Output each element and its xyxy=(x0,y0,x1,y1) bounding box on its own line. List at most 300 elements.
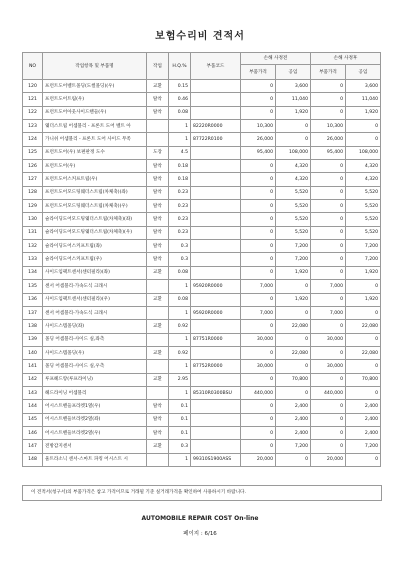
row-work-item: 센서 어셈블리-가속도식 크래시 xyxy=(43,280,147,293)
row-pre-labor: 0 xyxy=(276,306,311,319)
row-work: 탈착 xyxy=(147,213,169,226)
row-no: 123 xyxy=(23,120,43,133)
table-row xyxy=(23,186,381,199)
row-no: 143 xyxy=(23,386,43,399)
row-no: 146 xyxy=(23,426,43,439)
row-pre-parts-price: 0 xyxy=(241,426,276,439)
row-pre-labor: 5,520 xyxy=(276,226,311,239)
row-post-labor: 7,200 xyxy=(346,253,381,266)
row-work-item: 프런트도어벨트몰딩(도썰몰딩)(우) xyxy=(43,80,147,93)
row-post-parts-price: 0 xyxy=(311,373,346,386)
row-hq: 0.18 xyxy=(169,173,191,186)
row-part-code xyxy=(191,426,241,439)
row-pre-parts-price: 7,000 xyxy=(241,306,276,319)
header-post-labor: 공임 xyxy=(346,65,381,80)
row-part-code: 95920R0000 xyxy=(191,306,241,319)
table-row xyxy=(23,160,381,173)
row-work xyxy=(147,360,169,373)
row-post-labor: 7,200 xyxy=(346,240,381,253)
row-post-labor: 0 xyxy=(346,280,381,293)
row-pre-labor: 0 xyxy=(276,280,311,293)
row-post-labor: 2,400 xyxy=(346,413,381,426)
row-pre-parts-price: 95,400 xyxy=(241,146,276,159)
row-post-parts-price: 0 xyxy=(311,160,346,173)
row-part-code xyxy=(191,173,241,186)
row-pre-labor: 11,040 xyxy=(276,93,311,106)
row-part-code xyxy=(191,413,241,426)
row-pre-parts-price: 0 xyxy=(241,440,276,453)
row-work: 탈착 xyxy=(147,413,169,426)
header-work-item: 작업항목 및 부품명 xyxy=(43,53,147,80)
header-work: 작업 xyxy=(147,53,169,80)
row-post-parts-price: 0 xyxy=(311,253,346,266)
row-post-labor: 7,200 xyxy=(346,440,381,453)
row-work: 탈착 xyxy=(147,186,169,199)
row-work-item: 몰딩 어셈블리-사이드 실,좌측 xyxy=(43,333,147,346)
row-post-parts-price: 0 xyxy=(311,346,346,359)
row-hq: 0.08 xyxy=(169,266,191,279)
row-post-parts-price: 0 xyxy=(311,413,346,426)
row-hq: 0.1 xyxy=(169,400,191,413)
row-pre-labor: 1,920 xyxy=(276,293,311,306)
row-hq: 1 xyxy=(169,120,191,133)
row-work-item: 사이드임팩트센서(센터필라)(좌) xyxy=(43,266,147,279)
row-hq: 0.08 xyxy=(169,106,191,119)
row-work-item: 어시스트핸들브라켓2열(좌) xyxy=(43,413,147,426)
row-pre-labor: 1,920 xyxy=(276,106,311,119)
table-row xyxy=(23,266,381,279)
row-part-code: 87752R0000 xyxy=(191,360,241,373)
row-part-code xyxy=(191,226,241,239)
row-pre-labor: 5,520 xyxy=(276,186,311,199)
row-post-labor: 5,520 xyxy=(346,226,381,239)
header-part-code: 부품코드 xyxy=(191,53,241,80)
row-post-parts-price: 95,400 xyxy=(311,146,346,159)
row-hq: 1 xyxy=(169,453,191,466)
row-no: 125 xyxy=(23,146,43,159)
row-pre-labor: 22,080 xyxy=(276,346,311,359)
row-no: 137 xyxy=(23,306,43,319)
row-pre-labor: 4,320 xyxy=(276,173,311,186)
row-pre-labor: 7,200 xyxy=(276,253,311,266)
table-row xyxy=(23,213,381,226)
table-row xyxy=(23,453,381,466)
header-pre-labor: 공임 xyxy=(276,65,311,80)
row-post-labor: 0 xyxy=(346,453,381,466)
row-pre-labor: 22,080 xyxy=(276,320,311,333)
row-work xyxy=(147,120,169,133)
row-pre-labor: 108,000 xyxy=(276,146,311,159)
row-part-code: 95920R0000 xyxy=(191,280,241,293)
row-post-parts-price: 0 xyxy=(311,426,346,439)
row-pre-labor: 5,520 xyxy=(276,200,311,213)
estimate-rows xyxy=(23,80,381,467)
row-hq: 1 xyxy=(169,133,191,146)
row-part-code: 99310S1900ASS xyxy=(191,453,241,466)
row-work xyxy=(147,386,169,399)
row-pre-labor: 5,520 xyxy=(276,213,311,226)
row-no: 138 xyxy=(23,320,43,333)
row-pre-labor: 0 xyxy=(276,453,311,466)
row-no: 122 xyxy=(23,106,43,119)
row-hq: 0.92 xyxy=(169,320,191,333)
header-hq: H.Q.% xyxy=(169,53,191,80)
row-hq: 0.18 xyxy=(169,160,191,173)
table-row xyxy=(23,386,381,399)
row-work: 교환 xyxy=(147,293,169,306)
row-work-item: 프런트도어(우) 보편판정 도수 xyxy=(43,146,147,159)
row-post-parts-price: 0 xyxy=(311,173,346,186)
table-row xyxy=(23,120,381,133)
row-part-code xyxy=(191,373,241,386)
row-work: 교환 xyxy=(147,320,169,333)
row-work: 탈착 xyxy=(147,200,169,213)
table-row xyxy=(23,440,381,453)
row-hq: 1 xyxy=(169,360,191,373)
row-post-parts-price: 0 xyxy=(311,186,346,199)
row-pre-parts-price: 0 xyxy=(241,200,276,213)
table-row xyxy=(23,293,381,306)
row-pre-labor: 3,600 xyxy=(276,80,311,93)
row-post-labor: 5,520 xyxy=(346,213,381,226)
row-part-code xyxy=(191,293,241,306)
row-pre-labor: 1,920 xyxy=(276,266,311,279)
row-pre-labor: 7,200 xyxy=(276,440,311,453)
row-post-labor: 0 xyxy=(346,306,381,319)
row-part-code xyxy=(191,186,241,199)
row-pre-parts-price: 7,000 xyxy=(241,280,276,293)
row-hq: 0.3 xyxy=(169,253,191,266)
row-work-item: 프런트도어아웃사이드핸들(우) xyxy=(43,106,147,119)
row-pre-labor: 2,400 xyxy=(276,400,311,413)
row-no: 130 xyxy=(23,213,43,226)
row-post-labor: 0 xyxy=(346,386,381,399)
row-pre-parts-price: 0 xyxy=(241,320,276,333)
row-pre-parts-price: 0 xyxy=(241,240,276,253)
table-row xyxy=(23,360,381,373)
row-pre-labor: 4,320 xyxy=(276,160,311,173)
row-work: 탈착 xyxy=(147,226,169,239)
row-work: 교환 xyxy=(147,266,169,279)
table-row xyxy=(23,226,381,239)
row-work: 탈착 xyxy=(147,253,169,266)
table-row xyxy=(23,333,381,346)
row-post-labor: 11,040 xyxy=(346,93,381,106)
row-work: 탈착 xyxy=(147,106,169,119)
row-no: 127 xyxy=(23,173,43,186)
table-row xyxy=(23,413,381,426)
row-post-parts-price: 0 xyxy=(311,213,346,226)
row-pre-parts-price: 30,000 xyxy=(241,360,276,373)
row-post-labor: 4,320 xyxy=(346,173,381,186)
row-work xyxy=(147,133,169,146)
row-part-code xyxy=(191,253,241,266)
table-row xyxy=(23,306,381,319)
row-post-labor: 5,520 xyxy=(346,186,381,199)
row-post-labor: 0 xyxy=(346,333,381,346)
row-hq: 0.3 xyxy=(169,240,191,253)
row-post-parts-price: 10,300 xyxy=(311,120,346,133)
header-pre-parts-price: 부품가격 xyxy=(241,65,276,80)
row-post-labor: 3,600 xyxy=(346,80,381,93)
row-part-code: 87722R0100 xyxy=(191,133,241,146)
row-pre-parts-price: 10,300 xyxy=(241,120,276,133)
row-pre-labor: 0 xyxy=(276,386,311,399)
row-work: 탈착 xyxy=(147,173,169,186)
row-work-item: 슬라이딩도어모드팅웨더스트립(차체축)(좌) xyxy=(43,213,147,226)
table-row xyxy=(23,373,381,386)
row-hq: 4.5 xyxy=(169,146,191,159)
row-pre-parts-price: 0 xyxy=(241,93,276,106)
table-row xyxy=(23,346,381,359)
row-part-code xyxy=(191,240,241,253)
price-disclaimer: 이 견적서(청구서)의 부품가격은 참고 가격이므로 거래될 기준 실거래가격을 확인하여 사용하시기 바랍니다. xyxy=(22,485,382,501)
row-post-parts-price: 7,000 xyxy=(311,306,346,319)
table-row xyxy=(23,253,381,266)
row-no: 139 xyxy=(23,333,43,346)
row-hq: 0.1 xyxy=(169,426,191,439)
row-post-labor: 0 xyxy=(346,360,381,373)
row-post-parts-price: 0 xyxy=(311,293,346,306)
row-work-item: 슬라이딩도어스커프트립(우) xyxy=(43,253,147,266)
row-part-code xyxy=(191,400,241,413)
row-pre-parts-price: 440,000 xyxy=(241,386,276,399)
row-pre-parts-price: 0 xyxy=(241,373,276,386)
row-work: 탈착 xyxy=(147,160,169,173)
row-post-parts-price: 20,000 xyxy=(311,453,346,466)
row-pre-parts-price: 0 xyxy=(241,346,276,359)
row-no: 121 xyxy=(23,93,43,106)
row-pre-parts-price: 0 xyxy=(241,226,276,239)
row-no: 129 xyxy=(23,200,43,213)
row-work: 교환 xyxy=(147,440,169,453)
row-no: 136 xyxy=(23,293,43,306)
estimate-table xyxy=(22,52,381,467)
row-part-code xyxy=(191,320,241,333)
row-part-code xyxy=(191,200,241,213)
row-no: 134 xyxy=(23,266,43,279)
table-row xyxy=(23,200,381,213)
row-part-code xyxy=(191,93,241,106)
row-work-item: 사이드스텝몰딩(좌) xyxy=(43,320,147,333)
row-pre-parts-price: 0 xyxy=(241,173,276,186)
row-pre-labor: 7,200 xyxy=(276,240,311,253)
row-work: 탈착 xyxy=(147,426,169,439)
row-no: 135 xyxy=(23,280,43,293)
row-post-labor: 5,520 xyxy=(346,200,381,213)
row-pre-parts-price: 0 xyxy=(241,160,276,173)
row-pre-parts-price: 0 xyxy=(241,80,276,93)
table-row xyxy=(23,93,381,106)
row-work-item: 사이드임팩트센서(센터필라)(우) xyxy=(43,293,147,306)
row-post-parts-price: 0 xyxy=(311,440,346,453)
row-pre-parts-price: 20,000 xyxy=(241,453,276,466)
row-hq: 2.95 xyxy=(169,373,191,386)
row-no: 144 xyxy=(23,400,43,413)
row-post-parts-price: 0 xyxy=(311,226,346,239)
row-work-item: 울트라소닉 센서-스마트 파킹 어시스트 시 xyxy=(43,453,147,466)
row-work: 교환 xyxy=(147,373,169,386)
row-post-parts-price: 30,000 xyxy=(311,360,346,373)
row-no: 141 xyxy=(23,360,43,373)
row-part-code: 87751R0000 xyxy=(191,333,241,346)
table-row xyxy=(23,146,381,159)
row-post-parts-price: 0 xyxy=(311,240,346,253)
row-part-code xyxy=(191,80,241,93)
row-post-parts-price: 440,000 xyxy=(311,386,346,399)
row-hq: 0.3 xyxy=(169,440,191,453)
row-pre-parts-price: 0 xyxy=(241,293,276,306)
row-work-item: 프런트도어트림(우) xyxy=(43,93,147,106)
row-post-labor: 2,400 xyxy=(346,426,381,439)
row-post-labor: 70,800 xyxy=(346,373,381,386)
row-no: 140 xyxy=(23,346,43,359)
row-pre-labor: 0 xyxy=(276,133,311,146)
row-pre-parts-price: 26,000 xyxy=(241,133,276,146)
row-hq: 0.1 xyxy=(169,413,191,426)
table-row xyxy=(23,173,381,186)
row-post-parts-price: 0 xyxy=(311,320,346,333)
row-pre-parts-price: 0 xyxy=(241,186,276,199)
row-work-item: 슬라이딩도어모드팅웨더스트립(차체축)(우) xyxy=(43,226,147,239)
footer-title: AUTOMOBILE REPAIR COST On-line xyxy=(141,515,259,522)
row-pre-parts-price: 0 xyxy=(241,400,276,413)
row-work-item: 프런트도어모드팅웨더스트립(차체축)(좌) xyxy=(43,186,147,199)
row-post-parts-price: 0 xyxy=(311,93,346,106)
row-work-item: 프런트도어모드팅웨더스트립(차체축)(우) xyxy=(43,200,147,213)
row-part-code xyxy=(191,266,241,279)
row-work: 교환 xyxy=(147,346,169,359)
row-hq: 1 xyxy=(169,333,191,346)
header-no: NO xyxy=(23,53,43,80)
row-work-item: 전방감지센서 xyxy=(43,440,147,453)
row-hq: 0.23 xyxy=(169,213,191,226)
row-no: 148 xyxy=(23,453,43,466)
row-work-item: 루프헤드랑(루프라이닝) xyxy=(43,373,147,386)
row-no: 131 xyxy=(23,226,43,239)
row-hq: 1 xyxy=(169,280,191,293)
row-work: 탈착 xyxy=(147,400,169,413)
row-post-parts-price: 0 xyxy=(311,266,346,279)
row-post-labor: 0 xyxy=(346,120,381,133)
row-post-parts-price: 30,000 xyxy=(311,333,346,346)
row-hq: 1 xyxy=(169,306,191,319)
row-work-item: 몰딩 어셈블리-사이드 실,우측 xyxy=(43,360,147,373)
row-part-code xyxy=(191,160,241,173)
row-hq: 0.23 xyxy=(169,200,191,213)
header-group-post: 손해 사정후 xyxy=(311,53,381,65)
row-work xyxy=(147,333,169,346)
row-post-labor: 1,920 xyxy=(346,266,381,279)
table-row xyxy=(23,80,381,93)
table-row xyxy=(23,106,381,119)
document-title: 보험수리비 견적서 xyxy=(155,31,245,42)
row-part-code xyxy=(191,146,241,159)
row-pre-labor: 0 xyxy=(276,360,311,373)
row-pre-labor: 2,400 xyxy=(276,413,311,426)
row-pre-parts-price: 0 xyxy=(241,253,276,266)
row-no: 126 xyxy=(23,160,43,173)
row-part-code xyxy=(191,440,241,453)
row-post-labor: 1,920 xyxy=(346,106,381,119)
row-no: 128 xyxy=(23,186,43,199)
row-pre-parts-price: 0 xyxy=(241,106,276,119)
header-post-parts-price: 부품가격 xyxy=(311,65,346,80)
row-work-item: 어시스트핸들프라켓1열(우) xyxy=(43,400,147,413)
row-pre-labor: 70,800 xyxy=(276,373,311,386)
row-no: 124 xyxy=(23,133,43,146)
table-row xyxy=(23,320,381,333)
row-work-item: 센서 어셈블리-가속도식 크래시 xyxy=(43,306,147,319)
row-hq: 0.23 xyxy=(169,186,191,199)
row-no: 120 xyxy=(23,80,43,93)
row-post-labor: 108,000 xyxy=(346,146,381,159)
row-work: 탈착 xyxy=(147,240,169,253)
row-post-labor: 22,080 xyxy=(346,346,381,359)
row-work-item: 슬라이딩도어스커프트립(좌) xyxy=(43,240,147,253)
row-work-item: 어시스트핸들브라켓2열(우) xyxy=(43,426,147,439)
row-work xyxy=(147,453,169,466)
row-post-parts-price: 7,000 xyxy=(311,280,346,293)
row-no: 142 xyxy=(23,373,43,386)
row-post-parts-price: 0 xyxy=(311,400,346,413)
row-hq: 0.15 xyxy=(169,80,191,93)
row-work-item: 가니쉬 어셈블리 - 프론트 도어 사이드 무족 xyxy=(43,133,147,146)
row-no: 132 xyxy=(23,240,43,253)
row-work: 탈착 xyxy=(147,93,169,106)
row-pre-parts-price: 0 xyxy=(241,266,276,279)
row-pre-parts-price: 0 xyxy=(241,213,276,226)
row-post-labor: 22,080 xyxy=(346,320,381,333)
row-part-code: 85310R0300BSU xyxy=(191,386,241,399)
row-no: 145 xyxy=(23,413,43,426)
row-work-item: 프런트도어스커프트립(우) xyxy=(43,173,147,186)
row-work: 도장 xyxy=(147,146,169,159)
row-work: 교환 xyxy=(147,80,169,93)
row-part-code: 82220R0000 xyxy=(191,120,241,133)
table-row xyxy=(23,133,381,146)
row-post-parts-price: 0 xyxy=(311,200,346,213)
row-work-item: 사이드스텝몰딩(우) xyxy=(43,346,147,359)
page-number: 페이지 : 6/16 xyxy=(183,531,217,537)
row-post-labor: 0 xyxy=(346,133,381,146)
row-part-code xyxy=(191,106,241,119)
table-row xyxy=(23,400,381,413)
row-work xyxy=(147,280,169,293)
row-post-labor: 2,400 xyxy=(346,400,381,413)
row-post-parts-price: 0 xyxy=(311,80,346,93)
row-post-labor: 4,320 xyxy=(346,160,381,173)
row-pre-parts-price: 30,000 xyxy=(241,333,276,346)
row-hq: 0.46 xyxy=(169,93,191,106)
row-hq: 0.92 xyxy=(169,346,191,359)
row-part-code xyxy=(191,346,241,359)
row-part-code xyxy=(191,213,241,226)
row-pre-parts-price: 0 xyxy=(241,413,276,426)
table-row xyxy=(23,280,381,293)
row-pre-labor: 2,400 xyxy=(276,426,311,439)
row-hq: 1 xyxy=(169,386,191,399)
row-pre-labor: 0 xyxy=(276,120,311,133)
row-pre-labor: 0 xyxy=(276,333,311,346)
row-post-parts-price: 26,000 xyxy=(311,133,346,146)
row-no: 147 xyxy=(23,440,43,453)
row-work xyxy=(147,306,169,319)
row-no: 133 xyxy=(23,253,43,266)
row-work-item: 웨더스트립 어셈블리 - 프론트 도어 벨트 아 xyxy=(43,120,147,133)
row-post-parts-price: 0 xyxy=(311,106,346,119)
row-hq: 0.08 xyxy=(169,293,191,306)
